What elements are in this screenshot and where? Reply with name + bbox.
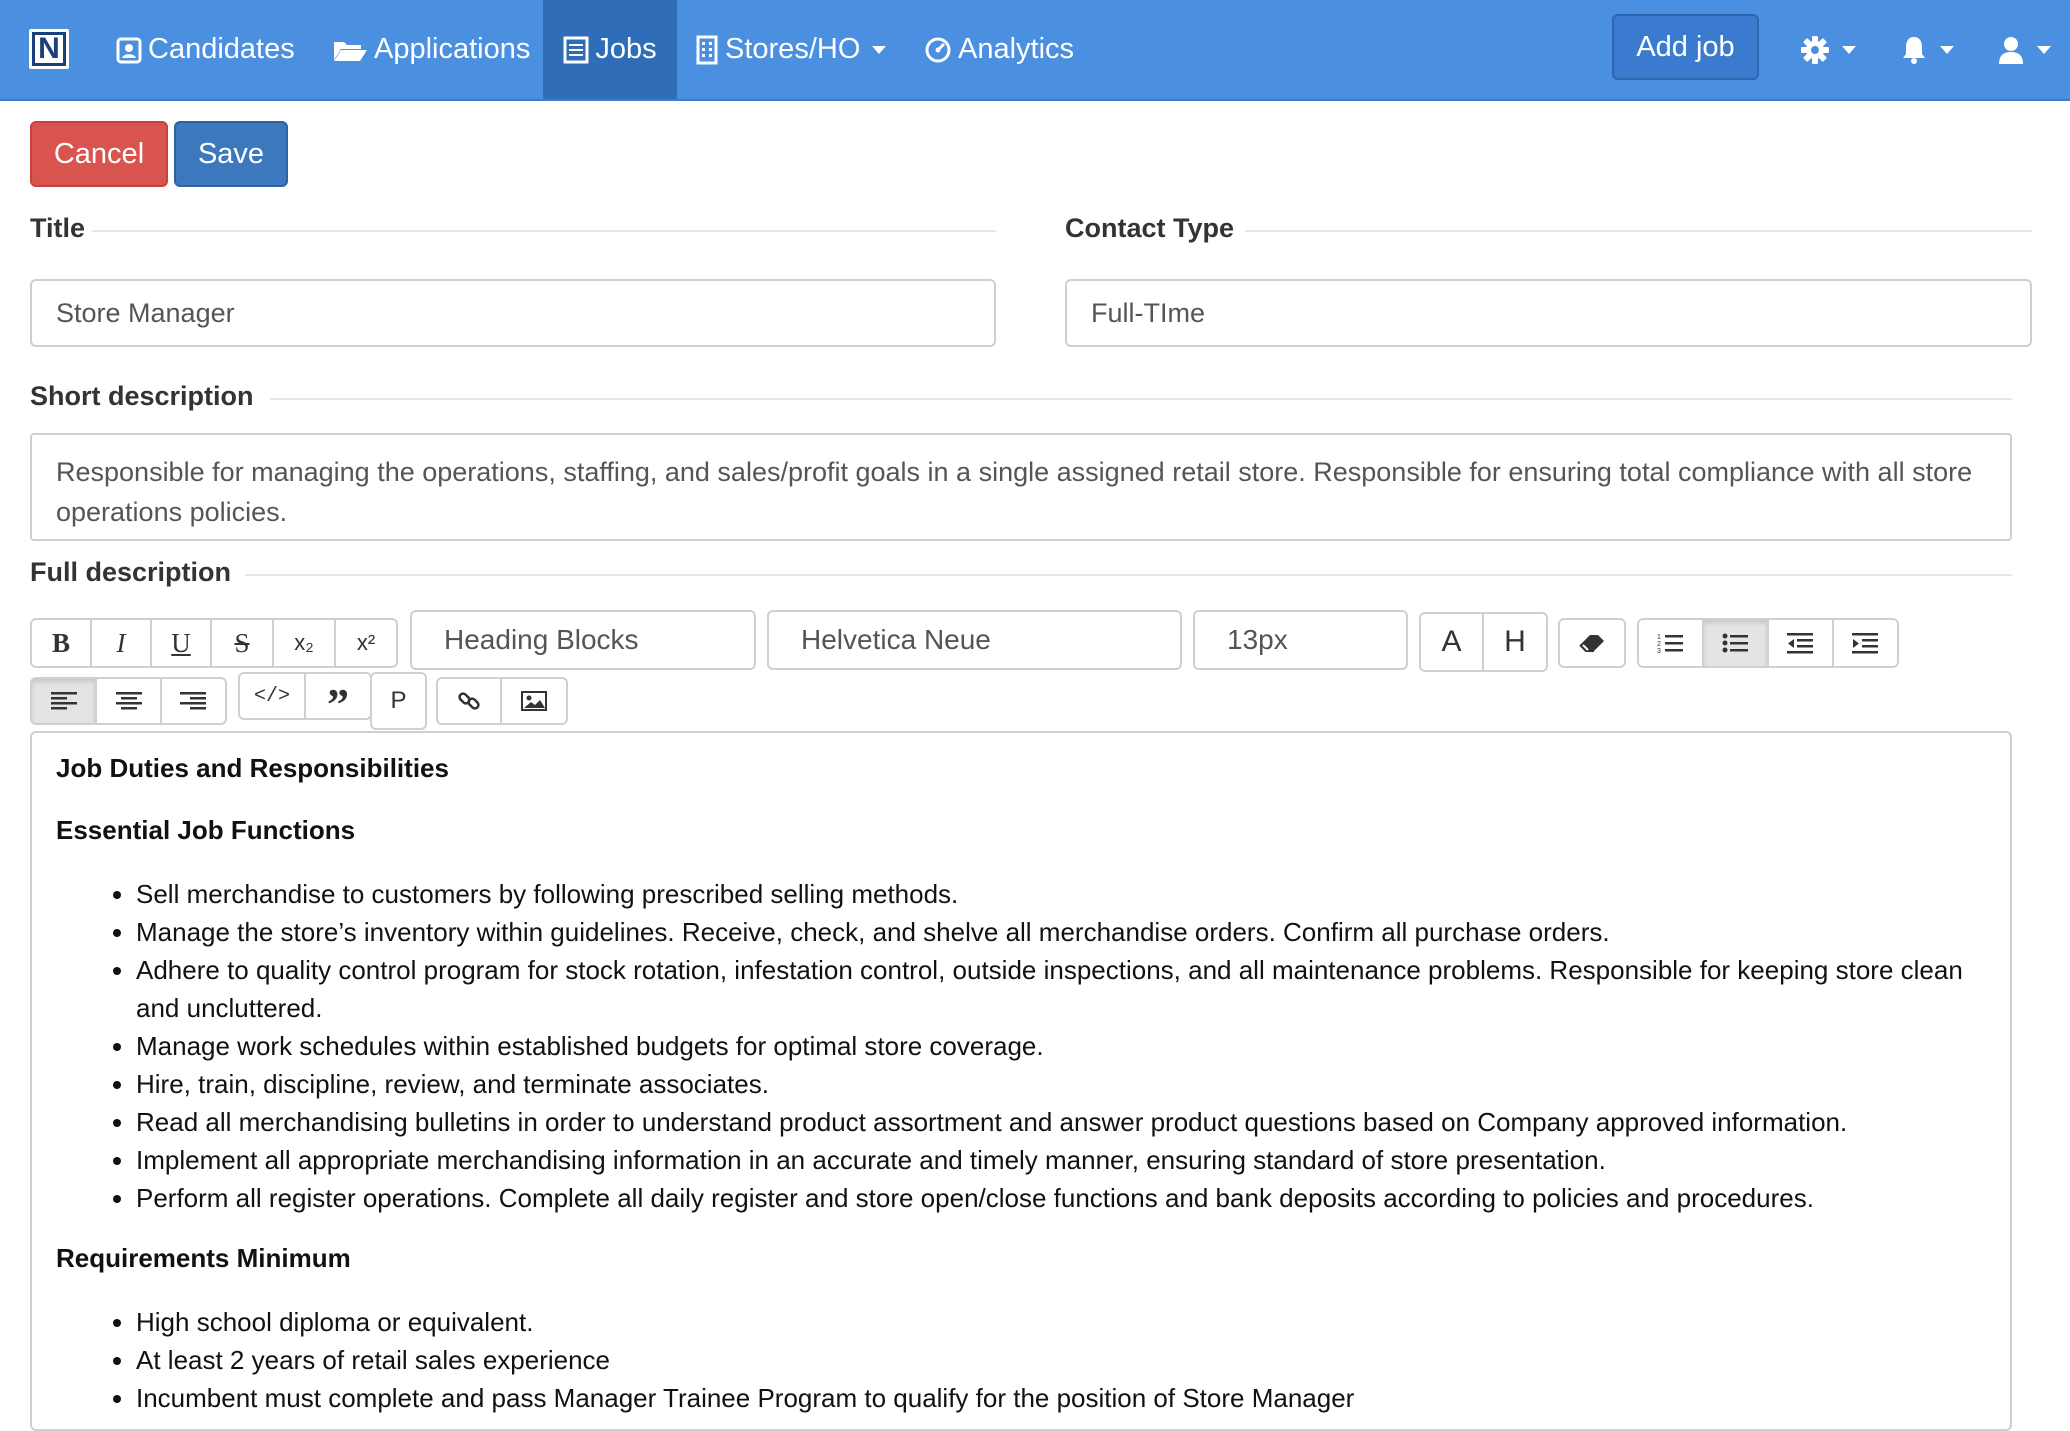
paragraph-button[interactable]: P	[390, 687, 407, 714]
highlight-button[interactable]: H	[1504, 625, 1526, 658]
requirements-list	[56, 1303, 1986, 1417]
align-center-button[interactable]	[97, 679, 161, 723]
code-icon: </>	[253, 684, 290, 708]
chevron-down-icon	[1842, 46, 1856, 54]
alignment-group	[30, 677, 227, 725]
divider	[270, 398, 2012, 400]
editor-heading: Essential Job Functions	[56, 815, 356, 845]
list-item: • Incumbent must complete and pass Manager Trainee Program to qualify for the position of Store Manager	[136, 1379, 1986, 1417]
nav-applications-label: Applications	[374, 33, 531, 65]
chevron-down-icon	[2037, 46, 2051, 54]
heading-blocks-select[interactable]: Heading Blocks	[410, 610, 756, 670]
folder-open-icon	[332, 36, 368, 64]
divider	[245, 574, 2012, 576]
strikethrough-button[interactable]: S	[212, 620, 274, 666]
nav-jobs[interactable]	[543, 0, 677, 99]
clear-format-group	[1558, 618, 1626, 668]
candidate-card-icon	[116, 36, 142, 64]
list-item: • Perform all register operations. Complete all daily register and store open/close functions and bank deposits according to policies and procedures.	[136, 1179, 1986, 1217]
align-center-icon	[116, 691, 142, 711]
font-color-button[interactable]: A	[1421, 614, 1484, 670]
color-group	[1419, 612, 1548, 672]
divider	[1245, 230, 2032, 232]
user-menu[interactable]	[1997, 28, 2051, 72]
blockquote-button[interactable]	[306, 674, 370, 718]
svg-text:2: 2	[1657, 641, 1662, 648]
image-icon	[521, 691, 547, 711]
text-style-group	[30, 618, 398, 668]
chevron-down-icon	[1940, 46, 1954, 54]
quote-icon: ”	[327, 679, 349, 720]
short-description-textarea[interactable]: Responsible for managing the operations, staffing, and sales/profit goals in a single assigned retail store. Responsible for ensuring total compliance with all store operations policies.	[30, 433, 2012, 541]
indent-button[interactable]	[1834, 620, 1898, 666]
nav-stores-ho[interactable]	[695, 0, 886, 99]
svg-text:1: 1	[1657, 634, 1662, 641]
list-icon	[563, 36, 589, 64]
clear-format-button[interactable]	[1560, 620, 1624, 666]
list-item: • Hire, train, discipline, review, and terminate associates.	[136, 1065, 1986, 1103]
outdent-icon	[1787, 632, 1813, 654]
font-size-select[interactable]: 13px	[1193, 610, 1408, 670]
brand-logo[interactable]: N	[29, 29, 69, 69]
bold-button[interactable]: B	[32, 620, 92, 666]
code-quote-group	[238, 672, 372, 720]
list-item: • At least 2 years of retail sales experience	[136, 1341, 1986, 1379]
ordered-list-button[interactable]	[1639, 620, 1704, 666]
unordered-list-icon	[1722, 632, 1748, 654]
outdent-button[interactable]	[1769, 620, 1834, 666]
insert-group	[436, 677, 568, 725]
nav-candidates-label: Candidates	[148, 33, 295, 65]
align-right-button[interactable]	[162, 679, 225, 723]
divider	[92, 230, 996, 232]
duties-list	[56, 875, 1986, 1217]
nav-candidates[interactable]	[116, 0, 295, 99]
contact-type-label: Contact Type	[1065, 213, 1235, 243]
user-icon	[1997, 35, 2025, 65]
link-icon	[457, 689, 481, 713]
contact-type-input[interactable]: Full-TIme	[1065, 279, 2032, 347]
editor-heading: Requirements Minimum	[56, 1243, 351, 1273]
unordered-list-button[interactable]	[1704, 620, 1770, 666]
svg-text:3: 3	[1657, 648, 1662, 654]
insert-image-button[interactable]	[502, 679, 566, 723]
full-description-editor[interactable]	[30, 731, 2012, 1431]
italic-button[interactable]: I	[92, 620, 152, 666]
short-description-label: Short description	[30, 381, 254, 411]
building-icon	[695, 35, 719, 65]
save-button[interactable]: Save	[174, 121, 288, 187]
list-item: • Sell merchandise to customers by following prescribed selling methods.	[136, 875, 1986, 913]
title-label: Title	[30, 213, 86, 243]
list-group	[1637, 618, 1899, 668]
list-item: • Read all merchandising bulletins in order to understand product assortment and answer product questions based on Company approved information.	[136, 1103, 1986, 1141]
font-family-select[interactable]: Helvetica Neue	[767, 610, 1182, 670]
paragraph-group	[370, 672, 427, 730]
settings-menu[interactable]	[1800, 28, 1856, 72]
chevron-down-icon	[872, 46, 886, 54]
list-item: • High school diploma or equivalent.	[136, 1303, 1986, 1341]
nav-analytics[interactable]	[924, 0, 1074, 99]
ordered-list-icon	[1657, 632, 1683, 654]
align-right-icon	[180, 691, 206, 711]
add-job-button[interactable]: Add job	[1612, 14, 1759, 80]
align-left-icon	[51, 691, 77, 711]
gear-icon	[1800, 35, 1830, 65]
superscript-button[interactable]: x²	[356, 630, 376, 655]
notifications-menu[interactable]	[1900, 28, 1954, 72]
code-button[interactable]	[240, 674, 306, 718]
subscript-button[interactable]: x₂	[274, 620, 336, 666]
nav-analytics-label: Analytics	[958, 33, 1075, 65]
list-item: • Manage work schedules within established budgets for optimal store coverage.	[136, 1027, 1986, 1065]
nav-applications[interactable]	[332, 0, 530, 99]
list-item: • Manage the store’s inventory within guidelines. Receive, check, and shelve all merchandise orders. Confirm all purchase orders.	[136, 913, 1986, 951]
align-left-button[interactable]	[32, 679, 97, 723]
dashboard-icon	[924, 36, 952, 64]
cancel-button[interactable]: Cancel	[30, 121, 168, 187]
nav-jobs-label: Jobs	[595, 33, 657, 65]
nav-stores-ho-label: Stores/HO	[725, 33, 861, 65]
underline-button[interactable]: U	[152, 620, 212, 666]
insert-link-button[interactable]	[438, 679, 502, 723]
title-input[interactable]: Store Manager	[30, 279, 996, 347]
eraser-icon	[1578, 633, 1606, 653]
list-item: • Adhere to quality control program for stock rotation, infestation control, outside inspections, and all maintenance problems. Responsible for keeping store clean and uncluttered.	[136, 951, 1986, 1027]
indent-icon	[1852, 632, 1878, 654]
bell-icon	[1900, 35, 1928, 65]
editor-heading: Job Duties and Responsibilities	[56, 753, 449, 783]
full-description-label: Full description	[30, 557, 232, 587]
list-item: • Implement all appropriate merchandising information in an accurate and timely manner, ensuring standard of store presentation.	[136, 1141, 1986, 1179]
